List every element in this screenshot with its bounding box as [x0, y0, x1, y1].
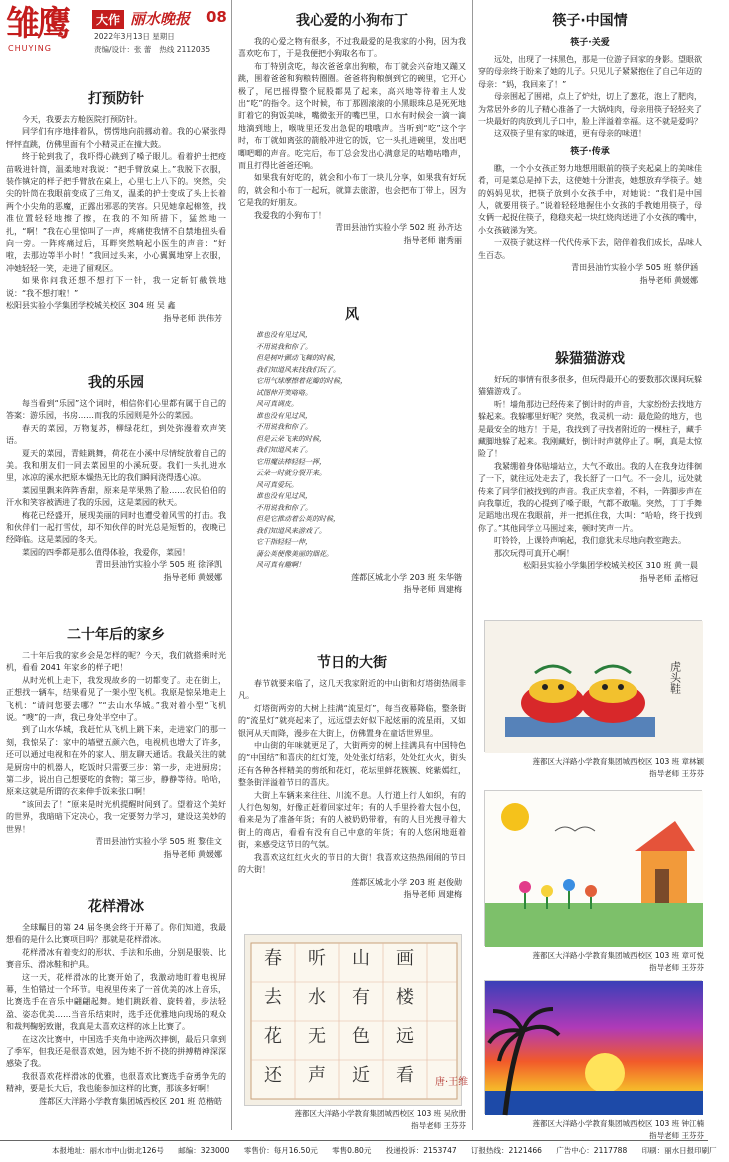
paragraph: 布丁特别贪吃，每次爸爸拿出狗粮，布丁就会兴奋地又蹦又跳，围着爸爸和狗粮转圈圈。爸爸将狗粮倒到它的碗里，它开心极了，尾巴摇得整个屁股都晃了起来，高兴地等待着主人发出“吃”的指令。这个时候，布丁那圆滚滚的小黑眼珠总是死死地盯着它的狗饭美味，嘴微张开的嘴巴里，口水有时候会一滴一滴地滴到地上，喉咙里还发出急促的哦哦声。当听到“吃”这个字时，布丁就如离弦的箭般冲进它的饭，它一头扎进碗里，发出吧唧吧唧的声音。吃完后，布丁总会发出心满意足的咕噜咕噜声，而且打得比爸爸还响。 — [238, 61, 466, 171]
poem-line: 不用说我和你了。 — [256, 342, 312, 351]
artwork-caption: 莲都区大洋路小学教育集团城西校区 103 班 章林颖 — [532, 757, 704, 766]
teacher: 指导老师 周建梅 — [403, 889, 462, 899]
poem-wind — [238, 304, 466, 596]
teacher: 指导老师 黄媛娜 — [163, 849, 222, 859]
paragraph: 我爱我的小狗布丁！ — [254, 210, 326, 220]
calligraphy-grid — [245, 935, 469, 1107]
poem-body — [238, 330, 466, 572]
poem-line: 谁也没有见过风， — [256, 411, 312, 420]
footer-address: 本报地址：丽水市中山街北126号 — [52, 1146, 164, 1155]
footer-postcode: 邮编：323000 — [178, 1146, 230, 1155]
paragraph: 远处，出现了一抹黑色，那是一位游子回家的身影。望眼欲穿的母亲终于盼来了她的儿子。只见儿子紧紧抱住了自己年迈的母亲：“妈，我回来了！” — [478, 55, 702, 89]
author-school: 青田县油竹实验小学 505 班 徐泽凯 — [95, 560, 222, 570]
issue-date: 2022年3月13日 星期日 — [94, 32, 175, 41]
paragraph: 这一天，花样滑冰的比赛开始了，我激动地盯着电视屏幕，生怕错过一个环节。电视里传来了一首优美的冰上音乐，比赛选手在音乐中翩翩起舞。她们跳跃着、旋转着，步法轻盈、姿态优美……当音乐结束时，选手还优雅地向现场的观众和裁判鞠躬致谢，我真是太喜欢这样的冰上比赛了。 — [6, 972, 226, 1032]
article-title: 筷子·中国情 — [552, 13, 628, 29]
calligraphy-char: 有 — [352, 987, 370, 1008]
artwork-caption: 莲都区大洋路小学教育集团城西校区 103 班 章可悦 — [532, 951, 704, 960]
author-school: 青田县油竹实验小学 502 班 孙齐达 — [335, 223, 462, 233]
section-tag: 大作 — [92, 10, 124, 29]
paragraph: 我紧绷着身体贴墙站立，大气不敢出。我的人在我身边徘徊了一下，就往远处走去了，我长舒了一口气。不一会儿，远处就传来了同学们被找到的声音。我正庆幸着，不料，一阵脚步声在向我靠近，我的心提到了嗓子眼，气都不敢喘。突然，丁丁手舞足蹈地出现在我眼前，并一把抓住我，大叫：“哈哈，终于找到你了。”其他同学立马围过来，顿时笑声一片。 — [478, 461, 702, 533]
poem-line: 不用说我和你了。 — [256, 503, 312, 512]
footer-ad: 广告中心：2117788 — [556, 1146, 628, 1155]
paragraph: 我的心爱之物有很多，不过我最爱的是我家的小狗，因为我喜欢吃布丁，于是我便把小狗取名布丁。 — [238, 37, 466, 59]
paragraph: 这双筷子里有家的味道，更有母亲的味道！ — [494, 129, 646, 139]
poem-line: 但是云朵飞来的时候， — [256, 434, 326, 443]
artwork-teacher: 指导老师 王芬芬 — [649, 769, 704, 778]
calligraphy-char: 色 — [352, 1026, 370, 1047]
footer-price: 零售价：每月16.50元 — [243, 1146, 318, 1155]
calligraphy-artwork — [244, 934, 469, 1106]
poem-line: 我们知道风来了。 — [256, 446, 312, 454]
calligraphy-char: 春 — [264, 948, 282, 969]
paragraph: 在这次比赛中，中国选手夹角中途两次摔倒，最后只拿到了季军，但我还是很喜欢她，因为她不折不挠的拼搏精神深深感染了我。 — [6, 1034, 226, 1069]
calligraphy-char: 还 — [264, 1065, 282, 1086]
author-school: 莲都区大洋路小学教育集团城西校区 201 班 范楷皓 — [39, 1096, 222, 1106]
sub-title: 筷子·传承 — [570, 146, 610, 157]
artwork-caption: 莲都区大洋路小学教育集团城西校区 103 班 钟江楠 — [532, 1119, 704, 1128]
artwork-caption: 莲都区大洋路小学教育集团城西校区 103 班 吴欣册 — [294, 1109, 466, 1118]
poem-line: 风可真有趣啊！ — [256, 561, 305, 569]
poem-line: 风可真爱玩。 — [256, 480, 298, 489]
artwork-teacher: 指导老师 王芬芬 — [649, 1131, 704, 1140]
paragraph: 今天，我要去方舱医院打预防针。 — [22, 115, 142, 124]
calligraphy-char: 近 — [352, 1065, 370, 1086]
teacher: 指导老师 周建梅 — [403, 584, 462, 594]
article-figure-skating — [6, 896, 226, 1108]
poem-line: 不用说我和你了。 — [256, 423, 312, 431]
footer-single-price: 零售0.80元 — [332, 1146, 372, 1155]
paragraph: 全球瞩目的第 24 届冬奥会终于开幕了。你们知道，我最想看的是什么比赛项目吗？那就是花样滑冰。 — [6, 923, 226, 945]
sub-title: 筷子·关爱 — [570, 38, 610, 48]
teacher: 指导老师 黄媛娜 — [163, 572, 222, 582]
calligraphy-sign: 唐·王维 — [435, 1077, 469, 1088]
poem-line: 但是它推动着公英的时候， — [256, 515, 340, 523]
teacher: 指导老师 黄媛娜 — [639, 275, 698, 285]
paragraph: 春天的菜园，万物复苏，柳绿花红，到处弥漫着欢声笑语。 — [6, 423, 226, 446]
poem-line: 但是树叶颤动飞舞的时候， — [256, 354, 340, 362]
masthead — [4, 4, 228, 62]
hotline: 热线 2112035 — [159, 45, 211, 54]
footer-subscribe: 订报热线：2121466 — [471, 1146, 542, 1155]
article-hometown-future — [6, 624, 226, 861]
column-divider — [472, 0, 473, 1130]
paragraph: 大街上车辆来来往往、川流不息。人行道上行人如织，有的人行色匆匆，好像正赶着回家过年；有的人手里拎着大包小包，看来是为了准备年货；有的人被奶奶带着，有的人目光搜寻着大街上的商店，看看有没有自己中意的年货；有的人悠闲地逛着街，来感受这节日的气氛。 — [238, 790, 466, 850]
article-title: 节日的大街 — [317, 655, 387, 671]
paragraph: 一双筷子就这样一代代传承下去，陪伴着我们成长，品味人生百态。 — [478, 238, 702, 260]
article-chopsticks — [478, 10, 702, 287]
article-puppy-pudding — [238, 10, 466, 247]
author-school: 莲都区城北小学 203 班 赵俊勋 — [351, 877, 462, 887]
author-school: 松阳县实验小学集团学校城关校区 310 班 黄一晨 — [523, 561, 698, 571]
teacher: 指导老师 谢秀丽 — [403, 235, 462, 245]
paragraph: 好玩的事情有很多很多，但玩得最开心的要数那次课间玩躲猫猫游戏了。 — [478, 375, 702, 397]
calligraphy-char: 画 — [396, 948, 414, 969]
article-title: 我的乐园 — [88, 375, 144, 391]
article-title: 花样滑冰 — [88, 899, 144, 915]
paragraph: 夏天的菜园，青蛙跳舞，荷花在小溪中尽情绽放着自己的美。我和朋友们一同去菜园里的小溪玩耍。我们一头扎进水里，冰凉的溪水把原本燥热无比的我们瞬间浇得透心凉。 — [6, 448, 226, 483]
author-school: 青田县油竹实验小学 505 班 黎佳文 — [95, 837, 222, 847]
editor: 责编/设计：张 蕾 — [94, 45, 152, 54]
drawing-tiger-shoes — [484, 620, 702, 752]
paragraph: 如果我有好吃的，就会和小布丁一块儿分享，如果我有好玩的，就会和小布丁一起玩，就算去旅游，也会把布丁带上，因为它是我的好朋友。 — [238, 173, 466, 208]
garden-illustration — [485, 791, 703, 947]
paragraph: 花样滑冰有着变幻的形状、手法和乐曲，分别是服装、比赛音乐、滑冰鞋和护具。 — [6, 947, 226, 970]
paragraph: 同学们有序地排着队，愣愣地向前挪动着。我的心紧张得怦怦直跳，仿佛里面有个小精灵正在撞大鼓。 — [6, 127, 226, 149]
paragraph: 瞧，一个小女孩正努力地想用眼前的筷子夹起桌上的美味佳肴，可是菜总是掉下去，这使她十分泄丧，她想放弃学筷子。她的妈妈见状，把筷子放到小女孩手中，对她说：“我们是中国人，就要用筷子。”说着轻轻地握住小女孩的手教她用筷子，母女俩一起捉住筷子，稳稳夹起一块红烧肉送进了小女孩的嘴中，小女孩破涕为笑。 — [478, 163, 702, 235]
poem-line: 试图伸开笑咯咯。 — [256, 388, 312, 397]
article-my-paradise — [6, 372, 226, 584]
author-school: 青田县油竹实验小学 505 班 蔡伊涵 — [571, 263, 698, 273]
calligraphy-char: 声 — [308, 1065, 326, 1086]
poem-line: 风可真调皮。 — [256, 400, 298, 408]
paragraph: 终于轮到我了，我吓得心跳到了嗓子眼儿。看着护士把疫苗吸进针筒，温柔地对我说：“把手臂放桌上。”我脱下衣服，装作镇定的样子把手臂放在桌上，心里七上八下的。突然，尖尖的针筒在我眼前变成了三角叉，温柔的护士变成了头上长着两个小尖角的恶魔，正露出邪恶的笑容。只见她拿起棉签，找准位置轻轻地擦了擦，在我的不知所措下，猛然地一扎，“啊！”我在心里惊叫了一声，疼痛使我情不自禁地扭头看向一旁。一阵疼痛过后，耳畔突然响起小医生的声音：“好啦，去那边等半小时！”我回过头来，小心翼翼地穿上衣服，冲她轻轻一笑，走进了留观区。 — [6, 152, 226, 273]
picture-inscription: 虎头鞋 — [668, 661, 682, 694]
paragraph: 到了山水华城，我赶忙从飞机上跳下来，走进家门的那一刻，我惊呆了：家中的墙壁五颜六色，电视机也增大了许多，还可以通过电视和在外的家人、朋友聊天通话。我最关注的就是厨房中的机器人，吃饭时只需要三步：第一步，走进厨房；第二步，说出自己想要吃的食物；第三步，静静等待。哈哈，原来这就是所谓的衣来伸手饭来张口啊！ — [6, 725, 226, 797]
page-footer — [0, 1140, 717, 1162]
paragraph: 从时光机上走下，我发现故乡的一切都变了。走在街上，正想找一辆车，结果看见了一架小型飞机。我原是惊呆地走上飞机：“请问您要去哪？”“去山水华城。”我对着小型“飞机说。“嗖”的一声，我已身处半空中了。 — [6, 675, 226, 723]
poem-line: 我们知道风来游戏了。 — [256, 526, 326, 535]
poem-line: 我们知道风来找我们玩了。 — [256, 365, 340, 374]
author-school: 松阳县实验小学集团学校城关校区 304 班 吴 鑫 — [6, 301, 176, 311]
paragraph: 菜园的四季都是那么值得体验，我爱你，菜园！ — [22, 547, 190, 557]
calligraphy-char: 山 — [352, 948, 370, 969]
drawing-garden — [484, 790, 702, 946]
sunset-illustration — [485, 981, 703, 1115]
calligraphy-char: 无 — [308, 1026, 326, 1047]
drawing-sunset — [484, 980, 702, 1114]
editor-line — [94, 44, 218, 55]
poem-line: 谁也没有见过风， — [256, 331, 312, 339]
calligraphy-char: 听 — [308, 948, 326, 969]
article-title: 风 — [345, 307, 359, 323]
poem-line: 它用气球摩擦着花瓣的时候， — [256, 377, 347, 385]
paragraph: 梅花已经盛开，展现美丽的同时也遭受着风雪的打击。我和伙伴们一起打雪仗，却不知伙伴的时光总是短暂的，夜晚已经降临。这是菜园的冬天。 — [6, 510, 226, 545]
paragraph: 叮铃铃，上课铃声响起，我们意犹未尽地向教室跑去。 — [494, 536, 686, 546]
article-title: 我心爱的小狗布丁 — [296, 13, 408, 29]
calligraphy-char: 远 — [396, 1026, 414, 1047]
paragraph: 听！墙角那边已经传来了倒计时的声音，大家纷纷去找地方躲起来。我躲哪里好呢？突然，我灵机一动：最危险的地方，也是最安全的地方！于是，我找到了寻找者附近的一棵柱子，藏手藏脚地躲了起来。我刚藏好，倒计时声就停止了。啊，真是太惊险了！ — [478, 399, 702, 459]
calligraphy-char: 水 — [308, 987, 326, 1008]
paragraph: 母亲围起了围裙，点上了炉灶，切上了葱花，泡上了肥肉，为常居外乡的儿子精心准备了一大锅炖肉，母亲用筷子轻轻夹了一块最好的肉放到儿子口中，脸上洋溢着幸福。这不就是爱吗？ — [478, 92, 702, 127]
article-vaccination — [6, 88, 226, 325]
section-logo: 雏鹰 — [6, 4, 68, 44]
teacher: 指导老师 孟榕冠 — [639, 573, 698, 583]
artwork-teacher: 指导老师 王芬芬 — [649, 963, 704, 972]
calligraphy-char: 楼 — [396, 987, 414, 1008]
paragraph: 中山街的年味就更足了，大街两旁的树上挂满具有中国特色的“中国结”和喜庆的红灯笼，处处张灯结彩，处处红火火，街头还有各种各样精美的剪纸和花灯，花坛里鲜花簇簇、姹紫嫣红，整条街洋溢着节日的喜庆。 — [238, 741, 466, 788]
artwork-teacher: 指导老师 王芬芬 — [411, 1121, 466, 1130]
article-title: 二十年后的家乡 — [67, 627, 165, 643]
paragraph: 菜园里飘来阵阵香甜，原来是苹果熟了脸……农民伯伯的汗水和笑容被洒进了我的乐园，这是菜园的秋天。 — [6, 485, 226, 508]
paper-name: 丽水晚报 — [130, 10, 191, 28]
teacher: 指导老师 洪伟芳 — [163, 313, 222, 323]
article-hide-and-seek — [478, 348, 702, 585]
column-divider — [231, 0, 232, 1130]
poem-line: 云朵一时就分裂开来。 — [256, 469, 326, 477]
poem-line: 它用魔法棒轻轻一挥， — [256, 457, 326, 466]
poem-line: 蒲公英便像美丽的烟花。 — [256, 549, 333, 558]
paragraph: 我喜欢这红红火火的节日的大街！我喜欢这热热闹闹的节日的大街！ — [238, 852, 466, 875]
paragraph: 如果你问我还想不想打下一针，我一定斩钉截铁地说：“我不想打啦！” — [6, 276, 226, 298]
tiger-shoes-illustration — [485, 621, 703, 753]
author-school: 莲都区城北小学 203 班 朱华锴 — [351, 572, 462, 582]
paragraph: 每当看到“乐园”这个词时，相信你们心里都有属于自己的答案：游乐园，书房……而我的乐园则是外公的菜园。 — [6, 399, 226, 421]
poem-line: 它干指轻轻一伸， — [256, 538, 312, 546]
calligraphy-char: 花 — [264, 1026, 282, 1047]
paragraph: 我很喜欢花样滑冰的优雅，也很喜欢比赛选手奋勇争先的精神，要是长大后，我也能参加这样的比赛，那该多好啊！ — [6, 1071, 226, 1094]
paragraph: 灯塔街两旁的大树上挂满“流星灯”，每当夜幕降临，整条街的“流星灯”就亮起来了，远远望去好似下起炫丽的流星雨，又如银河从天而降，漫步在大街上，仿佛置身在童话世界里。 — [238, 703, 466, 738]
article-festival-street — [238, 652, 466, 901]
paragraph: 春节就要来临了，这几天我家附近的中山街和灯塔街热闹非凡。 — [238, 679, 466, 701]
paragraph: 二十年后我的家乡会是怎样的呢？今天，我们就搭乘时光机，看看 2041 年家乡的样子吧！ — [6, 651, 226, 673]
paragraph: 那次玩得可真开心啊！ — [494, 548, 574, 558]
paragraph: “该回去了！”原来是时光机提醒时间到了。望着这个美好的世界，我暗暗下定决心，我一定要努力学习，建设这美妙的世界！ — [6, 799, 226, 834]
calligraphy-char: 去 — [264, 987, 282, 1008]
footer-print: 印刷：丽水日报印刷厂 — [641, 1146, 717, 1155]
section-logo-sub: CHUYING — [8, 44, 52, 53]
calligraphy-char: 看 — [396, 1065, 414, 1086]
poem-line: 谁也没有见过风， — [256, 492, 312, 500]
footer-complaint: 投递投诉：2153747 — [385, 1146, 457, 1155]
article-title: 躲猫猫游戏 — [555, 351, 625, 367]
article-title: 打预防针 — [88, 91, 144, 107]
page-number: 08 — [206, 8, 227, 26]
